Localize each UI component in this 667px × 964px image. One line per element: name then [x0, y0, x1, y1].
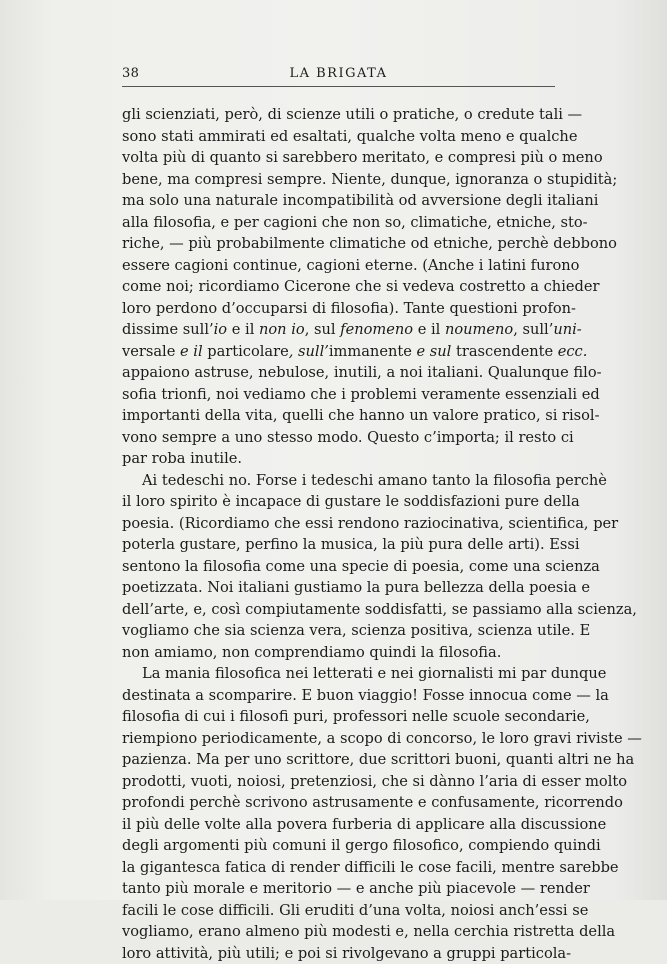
text-run: riche, — più probabilmente climatiche od etniche, perchè debbono	[122, 235, 617, 252]
page-header	[122, 66, 555, 87]
text-line	[122, 362, 555, 384]
text-run: il loro spirito è incapace di gustare le soddisfazioni pure della	[122, 493, 580, 510]
italic-term: noumeno	[445, 321, 513, 338]
text-line	[122, 663, 555, 685]
text-run: loro attività, più utili; e poi si rivolgevano a gruppi particola-	[122, 945, 571, 962]
text-run: dissime sull’	[122, 321, 214, 338]
text-line	[122, 814, 555, 836]
text-run: poterla gustare, perfino la musica, la più pura delle arti). Essi	[122, 536, 580, 553]
text-line	[122, 126, 555, 148]
text-line	[122, 878, 555, 900]
text-line	[122, 405, 555, 427]
text-run: importanti della vita, quelli che hanno un valore pratico, si risol-	[122, 407, 600, 424]
text-line	[122, 943, 555, 964]
italic-term: e il	[175, 343, 207, 360]
text-run: il più delle volte alla povera furberia di applicare alla discussione	[122, 816, 606, 833]
text-run: destinata a scomparire. E buon viaggio! Fosse innocua come — la	[122, 687, 609, 704]
text-run: ma solo una naturale incompatibilità od avversione degli italiani	[122, 192, 598, 209]
text-run: dell’arte, e, così compiutamente soddisfatti, se passiamo alla scienza,	[122, 601, 637, 618]
italic-term: fenomeno	[340, 321, 413, 338]
text-run: sofia trionfi, noi vediamo che i problemi veramente essenziali ed	[122, 386, 600, 403]
text-line	[122, 513, 555, 535]
text-line	[122, 577, 555, 599]
text-line	[122, 792, 555, 814]
text-line	[122, 276, 555, 298]
text-line	[122, 298, 555, 320]
text-line	[122, 599, 555, 621]
text-run: vogliamo, erano almeno più modesti e, nella cerchia ristretta della	[122, 923, 615, 940]
text-line	[122, 341, 555, 363]
text-run: trascendente	[456, 343, 553, 360]
text-run: volta più di quanto si sarebbero meritato, e compresi più o meno	[122, 149, 603, 166]
text-run: loro perdono d’occuparsi di filosofia). Tante questioni profon-	[122, 300, 576, 317]
text-run: sentono la filosofia come una specie di poesia, come una scienza	[122, 558, 600, 575]
text-run: e il	[227, 321, 259, 338]
text-line	[122, 534, 555, 556]
italic-term: non io	[259, 321, 305, 338]
text-run: immanente	[329, 343, 412, 360]
text-run: non amiamo, non comprendiamo quindi la filosofia.	[122, 644, 501, 661]
text-run: La mania filosofica nei letterati e nei giornalisti mi par dunque	[142, 665, 606, 682]
text-run: bene, ma compresi sempre. Niente, dunque, ignoranza o stupidità;	[122, 171, 617, 188]
text-run: filosofia di cui i filosofi puri, professori nelle scuole secondarie,	[122, 708, 590, 725]
text-run: , sul	[305, 321, 340, 338]
italic-term: io	[214, 321, 227, 338]
text-run: e il	[413, 321, 445, 338]
text-run: tanto più morale e meritorio — e anche più piacevole — render	[122, 880, 590, 897]
text-run: poetizzata. Noi italiani gustiamo la pura bellezza della poesia e	[122, 579, 590, 596]
italic-term: ecc.	[553, 343, 587, 360]
text-line	[122, 104, 555, 126]
page-number: 38	[122, 66, 139, 81]
text-line	[122, 147, 555, 169]
paragraph	[122, 104, 555, 470]
text-line	[122, 921, 555, 943]
text-run: riempiono periodicamente, a scopo di concorso, le loro gravi riviste —	[122, 730, 642, 747]
text-line	[122, 319, 555, 341]
text-run: , sull’	[513, 321, 553, 338]
text-line	[122, 771, 555, 793]
text-line	[122, 728, 555, 750]
text-line	[122, 212, 555, 234]
text-line	[122, 857, 555, 879]
text-run: particolare	[207, 343, 289, 360]
running-title: LA BRIGATA	[122, 66, 555, 81]
text-run: essere cagioni continue, cagioni eterne. (Anche i latini furono	[122, 257, 579, 274]
text-run: par roba inutile.	[122, 450, 242, 467]
text-run: Ai tedeschi no. Forse i tedeschi amano tanto la filosofia perchè	[142, 472, 607, 489]
body-text	[122, 104, 555, 964]
paragraph	[122, 470, 555, 664]
text-line	[122, 749, 555, 771]
text-line	[122, 642, 555, 664]
text-line	[122, 685, 555, 707]
text-run: alla filosofia, e per cagioni che non so, climatiche, etniche, sto-	[122, 214, 588, 231]
text-run: gli scienziati, però, di scienze utili o pratiche, o credute tali —	[122, 106, 582, 123]
text-run: profondi perchè scrivono astrusamente e confusamente, ricorrendo	[122, 794, 623, 811]
text-line	[122, 491, 555, 513]
text-run: degli argomenti più comuni il gergo filosofico, compiendo quindi	[122, 837, 601, 854]
text-run: facili le cose difficili. Gli eruditi d’una volta, noiosi anch’essi se	[122, 902, 588, 919]
text-run: pazienza. Ma per uno scrittore, due scrittori buoni, quanti altri ne ha	[122, 751, 634, 768]
italic-term: uni-	[553, 321, 581, 338]
text-run: vono sempre a uno stesso modo. Questo c’importa; il resto ci	[122, 429, 574, 446]
text-line	[122, 900, 555, 922]
text-run: appaiono astruse, nebulose, inutili, a noi italiani. Qualunque filo-	[122, 364, 602, 381]
text-line	[122, 448, 555, 470]
text-run: sono stati ammirati ed esaltati, qualche volta meno e qualche	[122, 128, 577, 145]
text-line	[122, 835, 555, 857]
text-line	[122, 556, 555, 578]
text-run: versale	[122, 343, 175, 360]
italic-term: , sull’	[289, 343, 329, 360]
text-line	[122, 169, 555, 191]
text-line	[122, 255, 555, 277]
text-run: vogliamo che sia scienza vera, scienza positiva, scienza utile. E	[122, 622, 590, 639]
text-line	[122, 706, 555, 728]
text-line	[122, 470, 555, 492]
text-line	[122, 384, 555, 406]
italic-term: e sul	[412, 343, 456, 360]
text-line	[122, 233, 555, 255]
text-run: poesia. (Ricordiamo che essi rendono raziocinativa, scientifica, per	[122, 515, 618, 532]
text-run: la gigantesca fatica di render difficili le cose facili, mentre sarebbe	[122, 859, 619, 876]
text-line	[122, 190, 555, 212]
text-run: prodotti, vuoti, noiosi, pretenziosi, che si dànno l’aria di esser molto	[122, 773, 627, 790]
paragraph	[122, 663, 555, 964]
text-line	[122, 620, 555, 642]
text-run: come noi; ricordiamo Cicerone che si vedeva costretto a chieder	[122, 278, 599, 295]
text-line	[122, 427, 555, 449]
